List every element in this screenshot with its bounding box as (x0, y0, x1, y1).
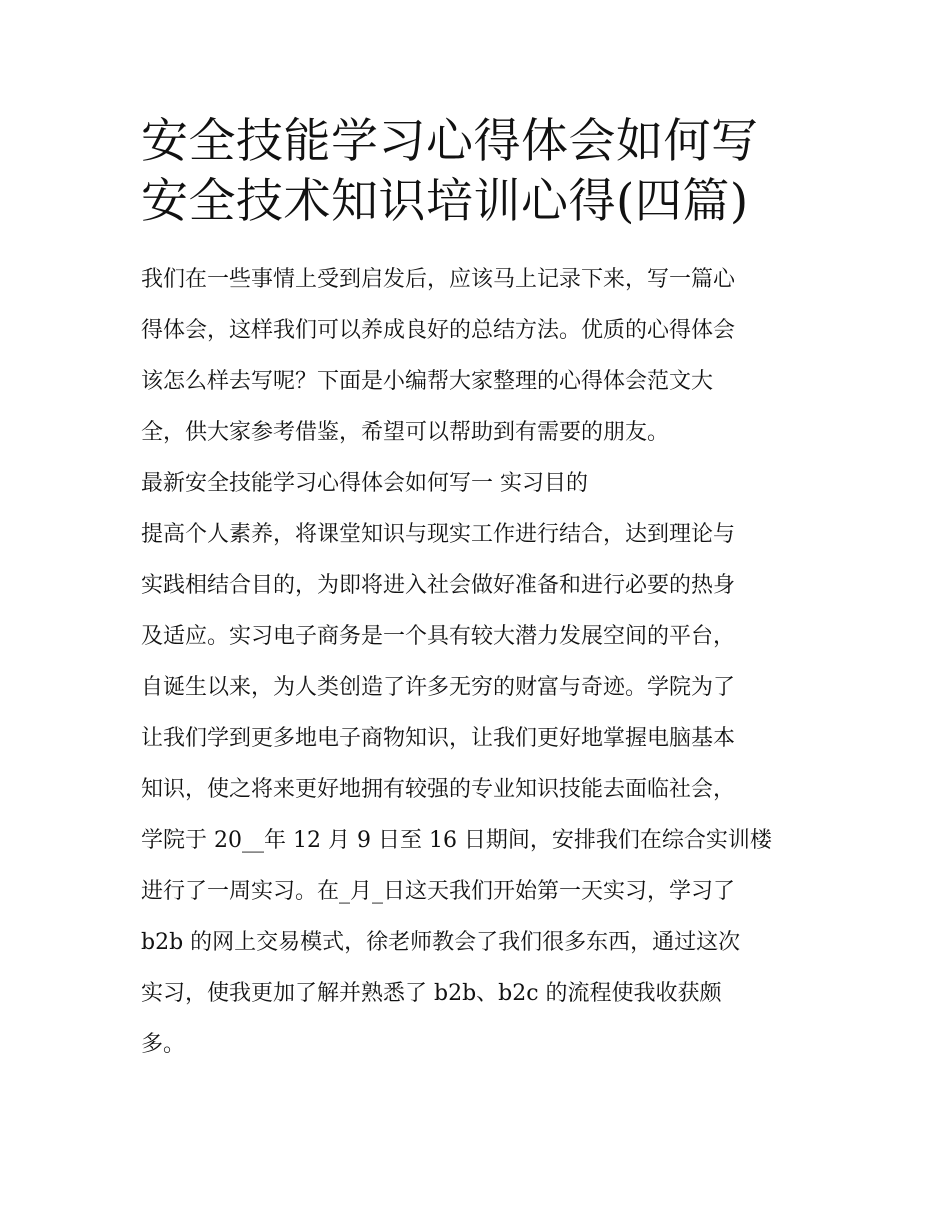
intro-line-4: 全，供大家参考借鉴，希望可以帮助到有需要的朋友。 (141, 420, 670, 445)
document-page (141, 112, 821, 1070)
section-heading: 最新安全技能学习心得体会如何写一 实习目的 (141, 471, 588, 496)
intro-line-1: 我们在一些事情上受到启发后，应该马上记录下来，写一篇心 (141, 267, 736, 292)
body-line-8: 进行了一周实习。在_月_日这天我们开始第一天实习，学习了 (141, 879, 736, 904)
intro-line-3: 该怎么样去写呢？下面是小编帮大家整理的心得体会范文大 (141, 369, 714, 394)
body-paragraph (141, 509, 821, 1070)
document-body (141, 254, 821, 1070)
body-line-11: 多。 (141, 1032, 186, 1057)
body-line-3: 及适应。实习电子商务是一个具有较大潜力发展空间的平台， (141, 624, 736, 649)
document-title (141, 112, 821, 232)
body-line-6: 知识，使之将来更好地拥有较强的专业知识技能去面临社会， (141, 777, 736, 802)
body-line-7: 学院于 20__年 12 月 9 日至 16 日期间，安排我们在综合实训楼 (141, 828, 772, 853)
body-line-1: 提高个人素养，将课堂知识与现实工作进行结合，达到理论与 (141, 522, 736, 547)
body-line-2: 实践相结合目的，为即将进入社会做好准备和进行必要的热身 (141, 573, 736, 598)
title-line-2: 安全技术知识培训心得(四篇) (141, 174, 749, 229)
body-line-10: 实习，使我更加了解并熟悉了 b2b、b2c 的流程使我收获颇 (141, 981, 722, 1006)
intro-line-2: 得体会，这样我们可以养成良好的总结方法。优质的心得体会 (141, 318, 736, 343)
title-line-1: 安全技能学习心得体会如何写 (141, 114, 759, 169)
body-line-4: 自诞生以来，为人类创造了许多无穷的财富与奇迹。学院为了 (141, 675, 736, 700)
intro-paragraph (141, 254, 821, 458)
body-line-5: 让我们学到更多地电子商物知识，让我们更好地掌握电脑基本 (141, 726, 736, 751)
body-line-9: b2b 的网上交易模式，徐老师教会了我们很多东西，通过这次 (141, 930, 741, 955)
